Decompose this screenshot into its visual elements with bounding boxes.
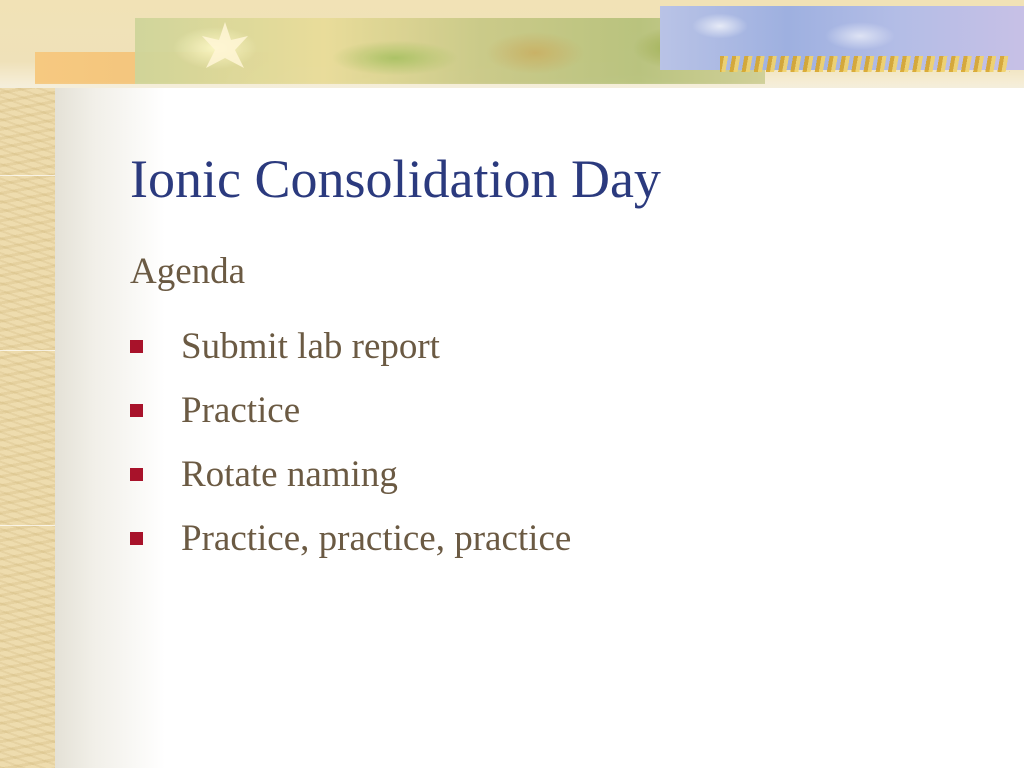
list-item-text: Submit lab report bbox=[181, 325, 440, 367]
agenda-list bbox=[130, 314, 571, 570]
list-item-text: Practice, practice, practice bbox=[181, 517, 572, 559]
strip-seam bbox=[0, 350, 55, 351]
list-item-text: Practice bbox=[181, 389, 301, 431]
banner-gold-grass bbox=[720, 56, 1010, 72]
square-bullet-icon bbox=[130, 404, 143, 417]
leaf-icon bbox=[200, 20, 250, 75]
list-item bbox=[130, 442, 571, 506]
list-item bbox=[130, 506, 571, 570]
square-bullet-icon bbox=[130, 532, 143, 545]
banner-fade bbox=[0, 72, 1024, 88]
left-parchment-strip bbox=[0, 0, 55, 768]
square-bullet-icon bbox=[130, 340, 143, 353]
square-bullet-icon bbox=[130, 468, 143, 481]
strip-seam bbox=[0, 525, 55, 526]
slide-title: Ionic Consolidation Day bbox=[130, 149, 661, 209]
strip-seam bbox=[0, 175, 55, 176]
list-item bbox=[130, 314, 571, 378]
list-item bbox=[130, 378, 571, 442]
decorative-banner bbox=[0, 0, 1024, 88]
list-item-text: Rotate naming bbox=[181, 453, 398, 495]
agenda-heading: Agenda bbox=[130, 251, 246, 292]
